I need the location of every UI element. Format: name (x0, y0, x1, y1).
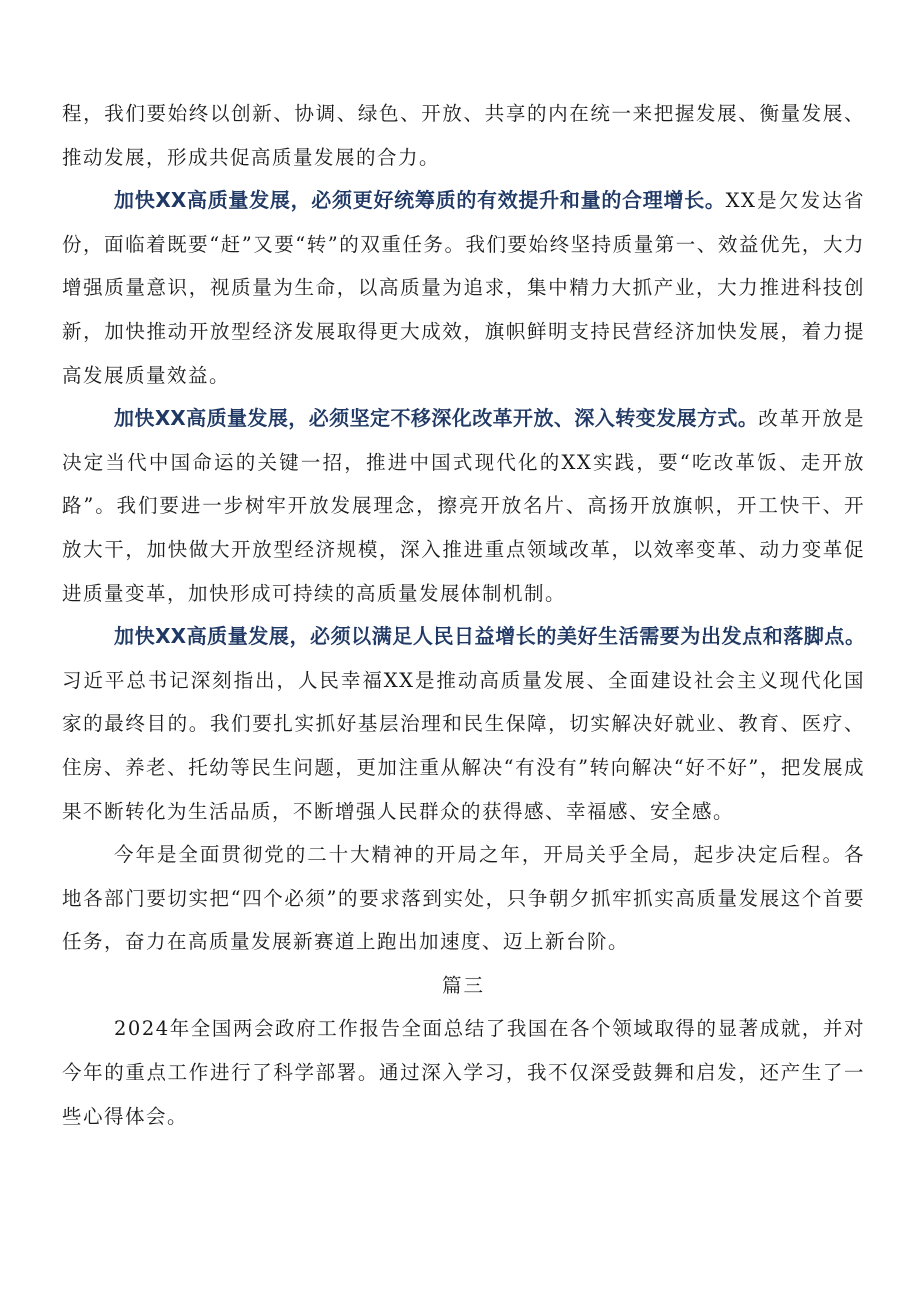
section-lead-2: 加快XX高质量发展，必须坚定不移深化改革开放、深入转变发展方式。 (114, 406, 759, 431)
section-paragraph-3 (62, 615, 865, 833)
continuation-paragraph: 程，我们要始终以创新、协调、绿色、开放、共享的内在统一来把握发展、衡量发展、推动发展，形成共促高质量发展的合力。 (62, 102, 865, 169)
section-paragraph-1 (62, 179, 865, 397)
section-body-3: 习近平总书记深刻指出，人民幸福XX是推动高质量发展、全面建设社会主义现代化国家的最终目的。我们要扎实抓好基层治理和民生保障，切实解决好就业、教育、医疗、住房、养老、托幼等民生问题，更加注重从解决“有没有”转向解决“好不好”，把发展成果不断转化为生活品质，不断增强人民群众的获得感、幸福感、安全感。 (62, 668, 865, 823)
section-body-1: XX是欠发达省份，面临着既要“赶”又要“转”的双重任务。我们要始终坚持质量第一、效益优先，大力增强质量意识，视质量为生命，以高质量为追求，集中精力大抓产业，大力推进科技创新，加快推动开放型经济发展取得更大成效，旗帜鲜明支持民营经济加快发展，着力提高发展质量效益。 (62, 189, 866, 387)
section-lead-1: 加快XX高质量发展，必须更好统筹质的有效提升和量的合理增长。 (114, 188, 726, 213)
part-heading: 篇三 (441, 973, 485, 997)
section-paragraph-2 (62, 397, 865, 615)
section-body-2: 改革开放是决定当代中国命运的关键一招，推进中国式现代化的XX实践，要“吃改革饭、走开放路”。我们要进一步树牢开放发展理念，擦亮开放名片、高扬开放旗帜，开工快干、开放大干，加快做大开放型经济规模，深入推进重点领域改革，以效率变革、动力变革促进质量变革，加快形成可持续的高质量发展体制机制。 (62, 407, 865, 605)
document-page (62, 92, 865, 1138)
part-intro-paragraph: 2024年全国两会政府工作报告全面总结了我国在各个领域取得的显著成就，并对今年的重点工作进行了科学部署。通过深入学习，我不仅深受鼓舞和启发，还产生了一些心得体会。 (62, 1017, 865, 1128)
closing-paragraph: 今年是全面贯彻党的二十大精神的开局之年，开局关乎全局，起步决定后程。各地各部门要切实把“四个必须”的要求落到实处，只争朝夕抓牢抓实高质量发展这个首要任务，奋力在高质量发展新赛道上跑出加速度、迈上新台阶。 (62, 843, 865, 954)
section-lead-3: 加快XX高质量发展，必须以满足人民日益增长的美好生活需要为出发点和落脚点。 (114, 624, 865, 649)
